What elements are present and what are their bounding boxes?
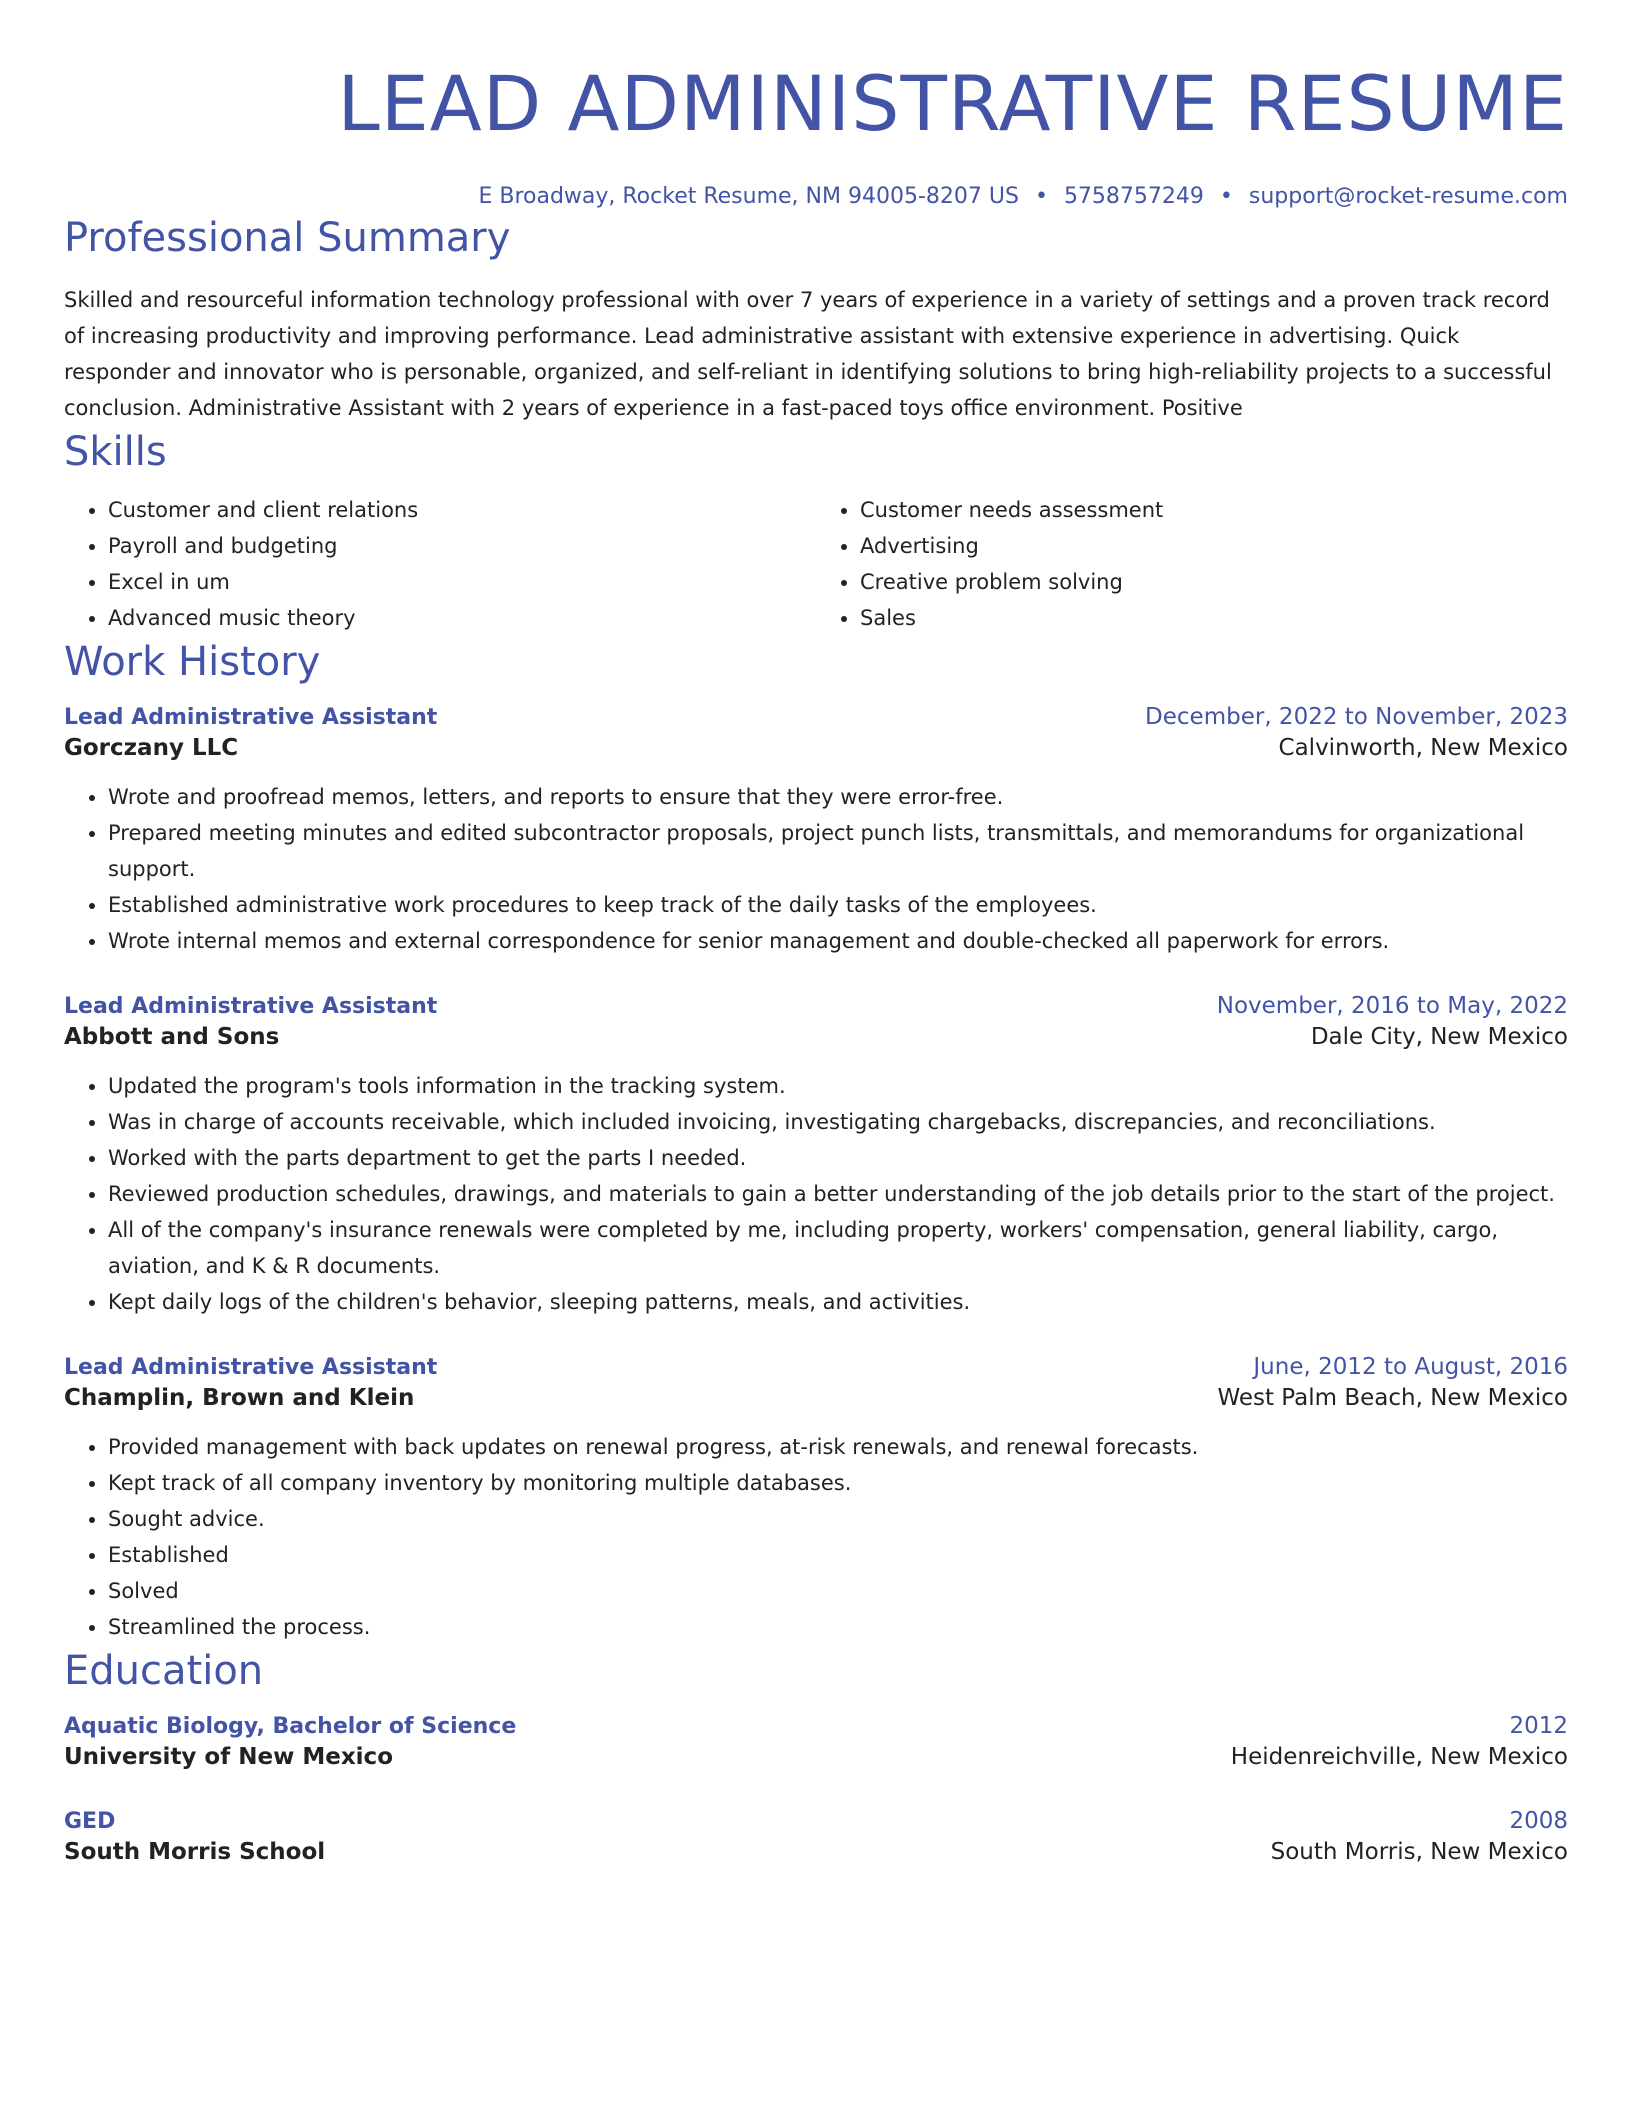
- job-duty: • All of the company's insurance renewals were completed by me, including property, workers' compensation, general liability, cargo, aviation, and K & R documents.: [108, 1212, 1568, 1284]
- job-company: Abbott and Sons: [64, 1024, 280, 1050]
- education-entry: [64, 1806, 1568, 1867]
- job-location: Dale City, New Mexico: [1310, 1024, 1568, 1050]
- job-entry: [64, 991, 1568, 1320]
- job-dates: November, 2016 to May, 2022: [1216, 993, 1568, 1019]
- job-entry: [64, 1352, 1568, 1645]
- section-heading-skills: Skills: [64, 429, 167, 475]
- education-header: [64, 1806, 1568, 1837]
- job-entry: [64, 702, 1568, 959]
- section-heading-summary: Professional Summary: [64, 215, 511, 261]
- job-duties: [64, 779, 1568, 959]
- education-header: [64, 1711, 1568, 1742]
- job-duty: • Sought advice.: [108, 1501, 1568, 1537]
- section-heading-education: Education: [64, 1648, 264, 1694]
- contact-line: [64, 182, 1568, 212]
- job-duty: • Reviewed production schedules, drawings, and materials to gain a better understanding of the job details prior to the start of the project.: [108, 1176, 1568, 1212]
- skill-item: • Customer and client relations: [108, 492, 816, 528]
- education-year: 2008: [1509, 1808, 1568, 1834]
- skills-column-left: [64, 492, 816, 636]
- job-duty: • Wrote internal memos and external correspondence for senior management and double-checked all paperwork for errors.: [108, 923, 1568, 959]
- job-company: Champlin, Brown and Klein: [64, 1385, 415, 1411]
- job-subheader: [64, 1383, 1568, 1413]
- skill-item: • Advertising: [860, 528, 1568, 564]
- job-location: West Palm Beach, New Mexico: [1217, 1385, 1568, 1411]
- contact-address: E Broadway, Rocket Resume, NM 94005-8207 US: [478, 184, 1019, 209]
- skill-item: • Creative problem solving: [860, 564, 1568, 600]
- job-subheader: [64, 733, 1568, 763]
- education-year: 2012: [1509, 1713, 1568, 1739]
- education-degree: Aquatic Biology, Bachelor of Science: [64, 1714, 517, 1739]
- job-dates: June, 2012 to August, 2016: [1253, 1354, 1568, 1380]
- job-duty: • Was in charge of accounts receivable, which included invoicing, investigating chargebacks, discrepancies, and reconciliations.: [108, 1104, 1568, 1140]
- job-duty: • Provided management with back updates on renewal progress, at-risk renewals, and renewal forecasts.: [108, 1429, 1568, 1465]
- job-duty: • Kept daily logs of the children's behavior, sleeping patterns, meals, and activities.: [108, 1284, 1568, 1320]
- education-school: University of New Mexico: [64, 1744, 393, 1770]
- education-location: Heidenreichville, New Mexico: [1230, 1744, 1568, 1770]
- job-duties: [64, 1068, 1568, 1320]
- job-dates: December, 2022 to November, 2023: [1145, 704, 1568, 730]
- summary-text: Skilled and resourceful information technology professional with over 7 years of experience in a variety of settings and a proven track record of increasing productivity and improving performance. Lead administrative assistant with extensive experience in advertising. Quick responder and innovator who is personable, organized, and self-reliant in identifying solutions to bring high-reliability projects to a successful conclusion. Administrative Assistant with 2 years of experience in a fast-paced toys office environment. Positive: [64, 288, 1552, 420]
- job-duty: • Wrote and proofread memos, letters, and reports to ensure that they were error-free.: [108, 779, 1568, 815]
- job-duty: • Established: [108, 1537, 1568, 1573]
- skill-item: • Payroll and budgeting: [108, 528, 816, 564]
- education-school: South Morris School: [64, 1839, 326, 1865]
- contact-separator: •: [1219, 184, 1233, 209]
- skill-item: • Customer needs assessment: [860, 492, 1568, 528]
- job-duties: [64, 1429, 1568, 1645]
- education-location: South Morris, New Mexico: [1270, 1839, 1568, 1865]
- job-subheader: [64, 1022, 1568, 1052]
- skill-item: • Advanced music theory: [108, 600, 816, 636]
- contact-email[interactable]: support@rocket-resume.com: [1248, 184, 1568, 209]
- job-location: Calvinworth, New Mexico: [1278, 735, 1568, 761]
- job-title: Lead Administrative Assistant: [64, 1355, 438, 1380]
- resume-title: LEAD ADMINISTRATIVE RESUME: [337, 59, 1568, 148]
- skills-column-right: [816, 492, 1568, 636]
- education-degree: GED: [64, 1809, 116, 1834]
- job-title: Lead Administrative Assistant: [64, 994, 438, 1019]
- job-header: [64, 1352, 1568, 1383]
- job-title: Lead Administrative Assistant: [64, 705, 438, 730]
- job-duty: • Streamlined the process.: [108, 1609, 1568, 1645]
- section-heading-work: Work History: [64, 639, 321, 685]
- education-entry: [64, 1711, 1568, 1772]
- job-duty: • Solved: [108, 1573, 1568, 1609]
- education-subheader: [64, 1742, 1568, 1772]
- contact-phone: 5758757249: [1063, 184, 1204, 209]
- job-duty: • Kept track of all company inventory by monitoring multiple databases.: [108, 1465, 1568, 1501]
- job-header: [64, 702, 1568, 733]
- job-duty: • Prepared meeting minutes and edited subcontractor proposals, project punch lists, transmittals, and memorandums for organizational support.: [108, 815, 1568, 887]
- skill-item: • Excel in um: [108, 564, 816, 600]
- contact-separator: •: [1034, 184, 1048, 209]
- education-subheader: [64, 1837, 1568, 1867]
- skill-item: • Sales: [860, 600, 1568, 636]
- skills-list: [64, 492, 1568, 636]
- job-company: Gorczany LLC: [64, 735, 239, 761]
- job-header: [64, 991, 1568, 1022]
- job-duty: • Established administrative work procedures to keep track of the daily tasks of the employees.: [108, 887, 1568, 923]
- job-duty: • Worked with the parts department to get the parts I needed.: [108, 1140, 1568, 1176]
- job-duty: • Updated the program's tools information in the tracking system.: [108, 1068, 1568, 1104]
